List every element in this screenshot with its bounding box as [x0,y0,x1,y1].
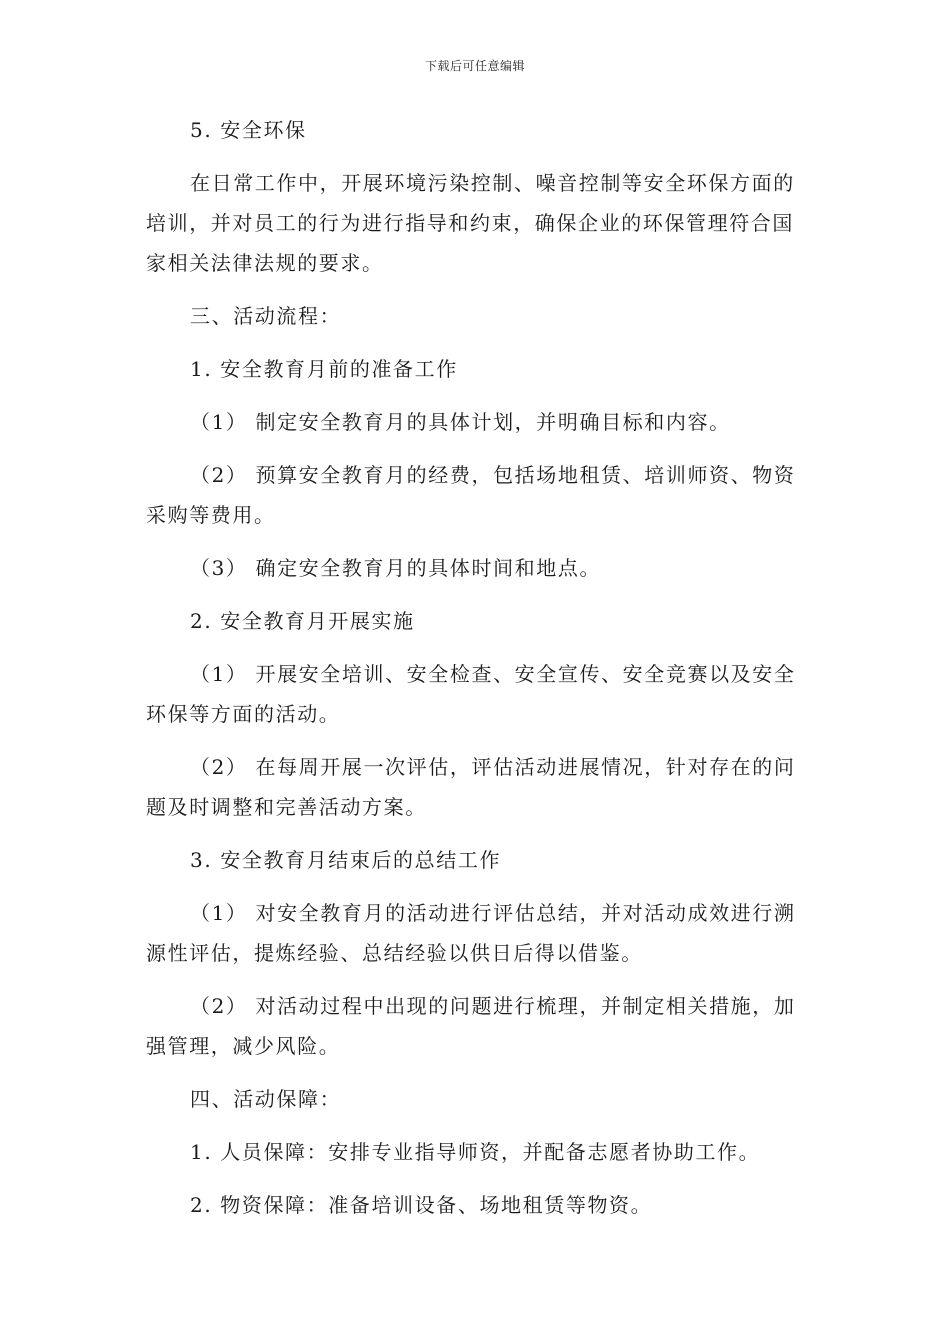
list-item-activities: （1） 开展安全培训、安全检查、安全宣传、安全竞赛以及安全环保等方面的活动。 [146,662,796,726]
list-item-plan: （1） 制定安全教育月的具体计划，并明确目标和内容。 [190,410,731,434]
section-heading-process: 三、活动流程： [190,304,342,328]
list-item-time-place: （3） 确定安全教育月的具体时间和地点。 [190,556,602,580]
list-item-materials: 2. 物资保障：准备培训设备、场地租赁等物资。 [190,1193,653,1217]
page-header: 下载后可任意编辑 [424,59,525,73]
list-item-personnel: 1. 人员保障：安排专业指导师资，并配备志愿者协助工作。 [190,1140,761,1164]
section-heading-environment: 5. 安全环保 [190,118,307,142]
list-item-issues: （2） 对活动过程中出现的问题进行梳理，并制定相关措施，加强管理，减少风险。 [146,994,796,1058]
subheading-summary: 3. 安全教育月结束后的总结工作 [190,848,502,872]
list-item-budget: （2） 预算安全教育月的经费，包括场地租赁、培训师资、物资采购等费用。 [146,463,796,527]
subheading-preparation: 1. 安全教育月前的准备工作 [190,357,458,381]
list-item-evaluation: （1） 对安全教育月的活动进行评估总结，并对活动成效进行溯源性评估，提炼经验、总结经验以供日后得以借鉴。 [146,901,796,965]
subheading-implementation: 2. 安全教育月开展实施 [190,609,415,633]
list-item-weekly-review: （2） 在每周开展一次评估，评估活动进展情况，针对存在的问题及时调整和完善活动方案。 [146,755,796,819]
paragraph-environment: 在日常工作中，开展环境污染控制、噪音控制等安全环保方面的培训，并对员工的行为进行指导和约束，确保企业的环保管理符合国家相关法律法规的要求。 [146,171,795,275]
section-heading-guarantee: 四、活动保障： [190,1087,342,1111]
document-body [146,110,806,1238]
